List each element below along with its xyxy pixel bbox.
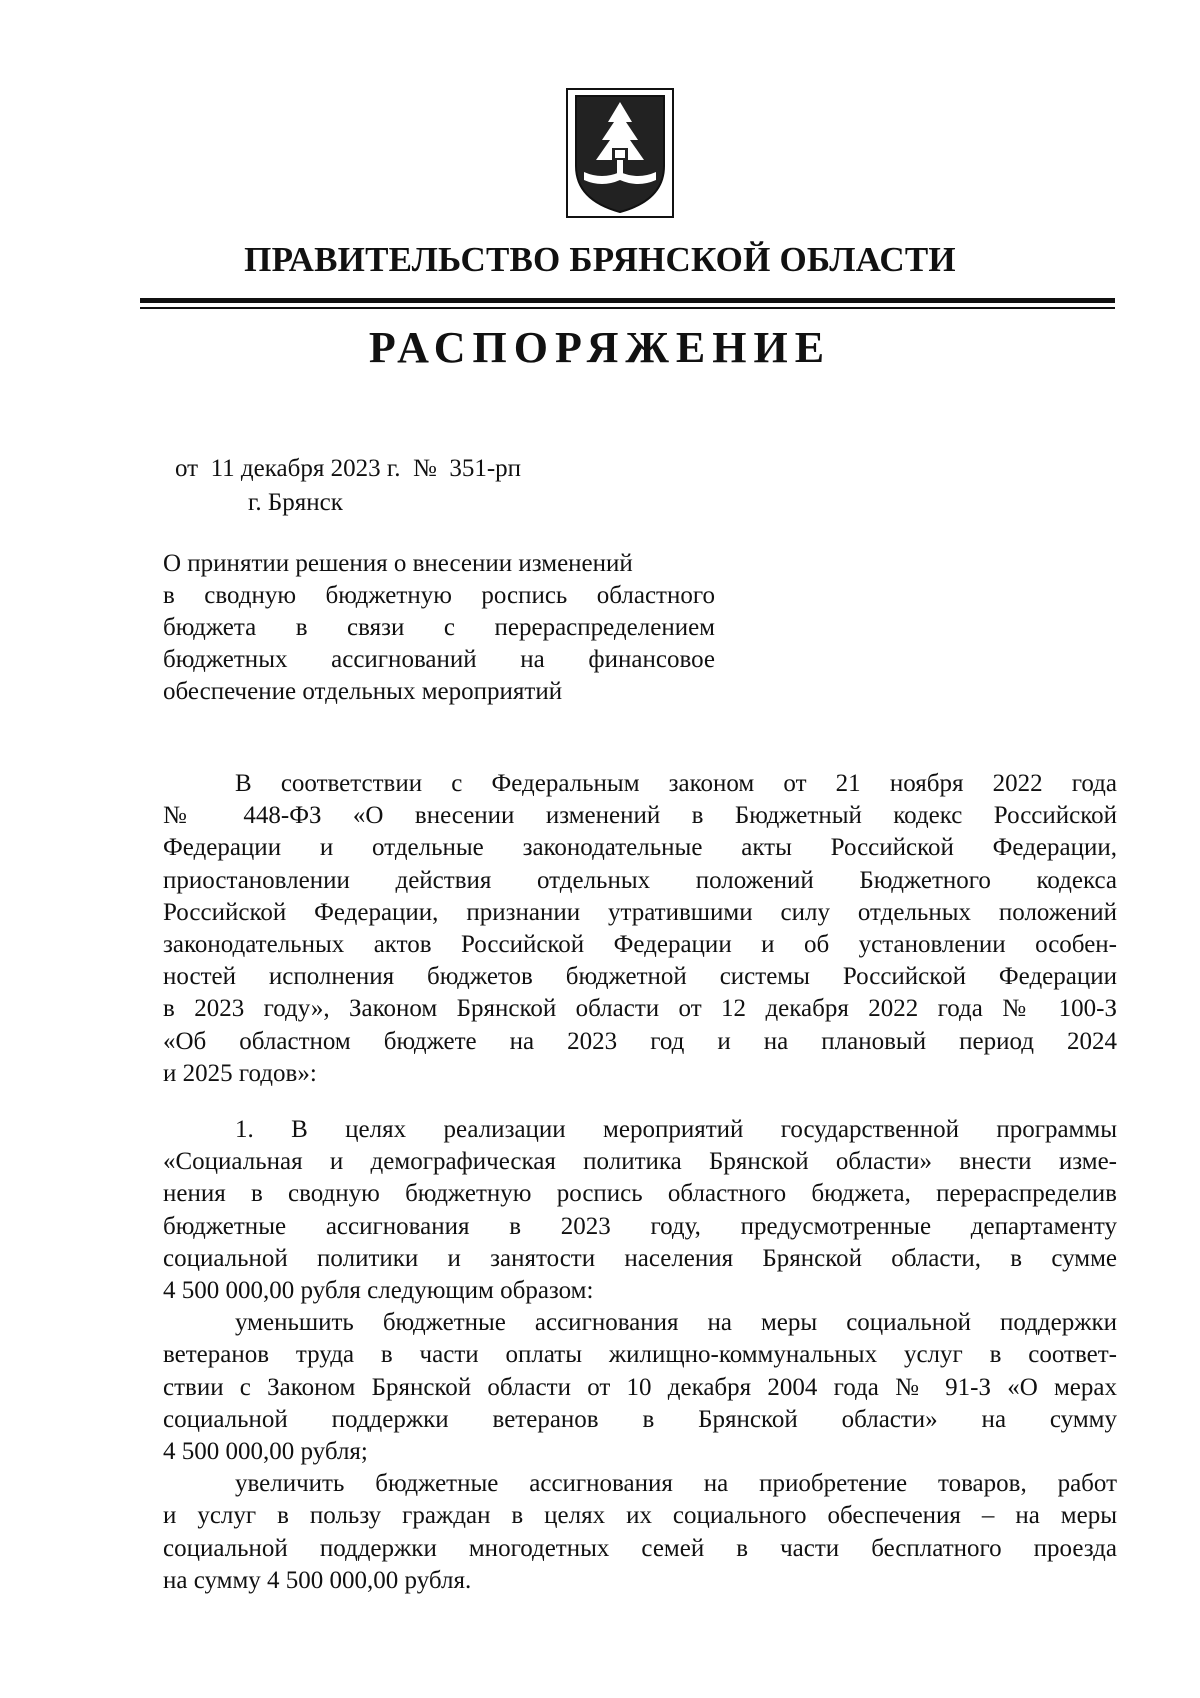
city-line: г. Брянск: [248, 489, 343, 516]
document-body: [163, 768, 1117, 1597]
document-subject: [163, 548, 715, 708]
coat-of-arms-emblem: [566, 88, 674, 218]
subject-line: бюджетных ассигнований на финансовое: [163, 646, 715, 673]
subject-line: в сводную бюджетную роспись областного: [163, 582, 715, 609]
body-line: «Об областном бюджете на 2023 год и на плановый период 2024: [163, 1027, 1117, 1055]
body-line: бюджетные ассигнования в 2023 году, предусмотренные департаменту: [163, 1212, 1117, 1240]
body-line: 4 500 000,00 рубля следующим образом:: [163, 1277, 594, 1305]
decrease-paragraph: [163, 1307, 1117, 1468]
body-line: в 2023 году», Законом Брянской области от 12 декабря 2022 года № 100-З: [163, 995, 1117, 1023]
body-line: Федерации и отдельные законодательные акты Российской Федерации,: [163, 834, 1117, 862]
body-line: увеличить бюджетные ассигнования на приобретение товаров, работ: [235, 1470, 1117, 1498]
body-line: ствии с Законом Брянской области от 10 декабря 2004 года № 91-З «О мерах: [163, 1373, 1117, 1401]
body-line: ностей исполнения бюджетов бюджетной системы Российской Федерации: [163, 963, 1117, 991]
body-line: «Социальная и демографическая политика Брянской области» внести изме-: [163, 1148, 1117, 1176]
body-line: законодательных актов Российской Федерации и об установлении особен-: [163, 931, 1117, 959]
body-line: ветеранов труда в части оплаты жилищно-коммунальных услуг в соответ-: [163, 1341, 1117, 1369]
preamble-paragraph: [163, 768, 1117, 1090]
body-line: и 2025 годов»:: [163, 1059, 317, 1087]
emblem-icon: [566, 88, 674, 218]
increase-paragraph: [163, 1468, 1117, 1597]
body-line: В соответствии с Федеральным законом от 21 ноября 2022 года: [235, 770, 1117, 797]
body-line: уменьшить бюджетные ассигнования на меры социальной поддержки: [235, 1309, 1117, 1337]
government-title: ПРАВИТЕЛЬСТВО БРЯНСКОЙ ОБЛАСТИ: [244, 240, 956, 279]
body-line: нения в сводную бюджетную роспись областного бюджета, перераспределив: [163, 1180, 1117, 1208]
subject-line: О принятии решения о внесении изменений: [163, 550, 633, 577]
document-type-heading: РАСПОРЯЖЕНИЕ: [368, 323, 832, 372]
body-line: социальной поддержки ветеранов в Брянской области» на сумму: [163, 1405, 1117, 1433]
body-line: приостановлении действия отдельных положений Бюджетного кодекса: [163, 866, 1117, 894]
body-line: и услуг в пользу граждан в целях их социального обеспечения – на меры: [163, 1502, 1117, 1530]
body-line: Российской Федерации, признании утратившими силу отдельных положений: [163, 898, 1117, 926]
subject-line: обеспечение отдельных мероприятий: [163, 678, 563, 705]
body-line: социальной политики и занятости населения Брянской области, в сумме: [163, 1244, 1117, 1272]
body-line: 4 500 000,00 рубля;: [163, 1438, 368, 1466]
header-rule-thick: [140, 298, 1115, 303]
subject-line: бюджета в связи с перераспределением: [163, 614, 715, 641]
item-1-paragraph: [163, 1114, 1117, 1307]
header-rule-thin: [140, 307, 1115, 309]
body-line: 1. В целях реализации мероприятий государственной программы: [235, 1116, 1117, 1144]
body-line: на сумму 4 500 000,00 рубля.: [163, 1566, 472, 1594]
body-line: социальной поддержки многодетных семей в части бесплатного проезда: [163, 1534, 1117, 1562]
body-line: № 448-ФЗ «О внесении изменений в Бюджетный кодекс Российской: [163, 802, 1117, 830]
date-number-line: от 11 декабря 2023 г. № 351-рп: [175, 455, 522, 482]
